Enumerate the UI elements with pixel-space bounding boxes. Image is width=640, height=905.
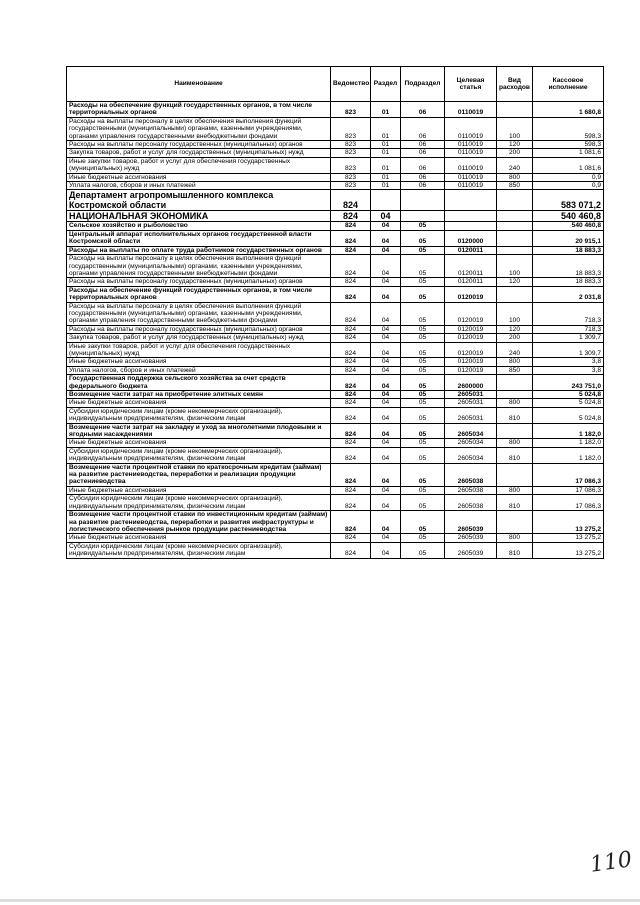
row-podrazdel: 05 [401, 495, 445, 511]
row-name: Иные закупки товаров, работ и услуг для обеспечения государственных (муниципальных) нужд [67, 342, 331, 358]
table-row [67, 255, 604, 278]
row-vedomstvo: 824 [331, 407, 371, 423]
row-podrazdel: 05 [401, 534, 445, 542]
row-name: Возмещение части процентной ставки по инвестиционным кредитам (займам) на развитие растениеводства, переработки и развития инфраструктуры и логистического обеспечения рынков продукции растениеводства [67, 511, 331, 534]
row-podrazdel: 05 [401, 399, 445, 407]
row-vedomstvo: 824 [331, 286, 371, 302]
row-name: НАЦИОНАЛЬНАЯ ЭКОНОМИКА [67, 211, 331, 222]
row-expense-type: 850 [497, 366, 533, 374]
row-name: Сельское хозяйство и рыболовство [67, 222, 331, 230]
row-name: Государственная поддержка сельского хозяйства за счет средств федерального бюджета [67, 375, 331, 391]
row-expense-type: 240 [497, 157, 533, 173]
row-target: 0120019 [445, 366, 497, 374]
row-vedomstvo: 823 [331, 157, 371, 173]
row-cash: 5 024,8 [533, 399, 604, 407]
table-row [67, 375, 604, 391]
row-vedomstvo: 823 [331, 117, 371, 140]
row-vedomstvo: 823 [331, 173, 371, 181]
row-expense-type: 800 [497, 486, 533, 494]
row-cash: 1 182,0 [533, 447, 604, 463]
row-target: 0110019 [445, 141, 497, 149]
table-row [67, 246, 604, 254]
row-name: Расходы на выплаты персоналу в целях обеспечения выполнения функций государственными (муниципальными) органами, казенными учреждениями, органами управления государственными внебюджетными фондами [67, 117, 331, 140]
row-podrazdel: 06 [401, 117, 445, 140]
row-razdel: 04 [371, 230, 401, 246]
table-row [67, 222, 604, 230]
table-row [67, 423, 604, 439]
row-expense-type: 200 [497, 149, 533, 157]
row-target: 2605034 [445, 447, 497, 463]
row-razdel: 04 [371, 286, 401, 302]
row-vedomstvo: 824 [331, 423, 371, 439]
row-razdel: 04 [371, 423, 401, 439]
row-target: 0110019 [445, 117, 497, 140]
row-vedomstvo: 824 [331, 463, 371, 486]
row-podrazdel: 05 [401, 511, 445, 534]
table-row [67, 211, 604, 222]
header-expense-type: Вид расходов [497, 67, 533, 102]
row-podrazdel: 06 [401, 182, 445, 190]
row-razdel: 04 [371, 325, 401, 333]
row-target: 0120019 [445, 286, 497, 302]
row-vedomstvo: 824 [331, 222, 371, 230]
row-expense-type [497, 423, 533, 439]
table-row [67, 286, 604, 302]
row-target: 0120019 [445, 342, 497, 358]
row-podrazdel [401, 211, 445, 222]
table-row [67, 463, 604, 486]
header-razdel: Раздел [371, 67, 401, 102]
table-row [67, 486, 604, 494]
row-vedomstvo: 824 [331, 511, 371, 534]
row-name: Возмещение части затрат на закладку и уход за многолетними плодовыми и ягодными насаждениями [67, 423, 331, 439]
row-vedomstvo: 824 [331, 486, 371, 494]
row-target: 2605031 [445, 407, 497, 423]
row-vedomstvo: 824 [331, 542, 371, 558]
row-target: 0110019 [445, 157, 497, 173]
row-vedomstvo: 824 [331, 366, 371, 374]
row-target: 0120011 [445, 255, 497, 278]
row-razdel: 01 [371, 141, 401, 149]
row-expense-type [497, 190, 533, 211]
row-cash: 540 460,8 [533, 211, 604, 222]
row-target: 2605039 [445, 542, 497, 558]
table-body [67, 102, 604, 559]
row-razdel: 01 [371, 117, 401, 140]
row-podrazdel: 05 [401, 463, 445, 486]
row-vedomstvo: 824 [331, 278, 371, 286]
row-expense-type [497, 463, 533, 486]
row-vedomstvo: 824 [331, 399, 371, 407]
row-vedomstvo: 824 [331, 342, 371, 358]
row-expense-type [497, 102, 533, 118]
row-cash: 2 031,8 [533, 286, 604, 302]
row-razdel: 04 [371, 463, 401, 486]
row-target: 2605031 [445, 399, 497, 407]
row-podrazdel: 05 [401, 302, 445, 325]
header-cash: Кассовое исполнение [533, 67, 604, 102]
row-razdel: 04 [371, 211, 401, 222]
row-name: Расходы на выплаты персоналу государственных (муниципальных) органов [67, 325, 331, 333]
row-podrazdel: 05 [401, 542, 445, 558]
row-cash: 18 883,3 [533, 255, 604, 278]
row-expense-type: 810 [497, 407, 533, 423]
table-header-row [67, 67, 604, 102]
row-expense-type [497, 246, 533, 254]
row-name: Иные бюджетные ассигнования [67, 399, 331, 407]
row-podrazdel: 06 [401, 149, 445, 157]
row-cash: 598,3 [533, 117, 604, 140]
row-name: Расходы на выплаты персоналу в целях обеспечения выполнения функций государственными (муниципальными) органами, казенными учреждениями, органами управления государственными внебюджетными фондами [67, 302, 331, 325]
row-target: 0120019 [445, 325, 497, 333]
handwritten-page-number: 110 [588, 847, 634, 878]
row-target: 2600000 [445, 375, 497, 391]
table-row [67, 358, 604, 366]
row-razdel: 04 [371, 542, 401, 558]
row-target: 0120019 [445, 302, 497, 325]
row-vedomstvo: 824 [331, 447, 371, 463]
row-target: 0110019 [445, 173, 497, 181]
row-podrazdel: 06 [401, 102, 445, 118]
header-vedomstvo: Ведомство [331, 67, 371, 102]
row-razdel: 04 [371, 255, 401, 278]
row-podrazdel: 05 [401, 358, 445, 366]
row-cash: 13 275,2 [533, 534, 604, 542]
row-cash: 0,9 [533, 173, 604, 181]
row-cash: 20 915,1 [533, 230, 604, 246]
row-name: Иные бюджетные ассигнования [67, 173, 331, 181]
row-razdel: 04 [371, 447, 401, 463]
row-cash: 1 081,6 [533, 157, 604, 173]
row-target: 0120019 [445, 334, 497, 342]
row-razdel: 04 [371, 375, 401, 391]
row-expense-type [497, 211, 533, 222]
row-podrazdel: 05 [401, 407, 445, 423]
row-name: Субсидии юридическим лицам (кроме некоммерческих организаций), индивидуальным предпринимателям, физическим лицам [67, 407, 331, 423]
row-razdel: 04 [371, 407, 401, 423]
row-target: 0120011 [445, 246, 497, 254]
row-name: Иные бюджетные ассигнования [67, 486, 331, 494]
table-row [67, 407, 604, 423]
row-vedomstvo: 823 [331, 141, 371, 149]
row-target: 0110019 [445, 102, 497, 118]
table-row [67, 542, 604, 558]
row-expense-type: 100 [497, 117, 533, 140]
row-cash: 1 182,0 [533, 439, 604, 447]
row-podrazdel: 05 [401, 230, 445, 246]
row-name: Иные закупки товаров, работ и услуг для обеспечения государственных (муниципальных) нужд [67, 157, 331, 173]
table-row [67, 230, 604, 246]
row-expense-type: 100 [497, 255, 533, 278]
table-row [67, 182, 604, 190]
row-vedomstvo: 824 [331, 230, 371, 246]
row-target: 0110019 [445, 149, 497, 157]
row-expense-type [497, 375, 533, 391]
row-podrazdel: 06 [401, 141, 445, 149]
row-target: 0120000 [445, 230, 497, 246]
row-vedomstvo: 824 [331, 190, 371, 211]
row-target [445, 211, 497, 222]
row-name: Иные бюджетные ассигнования [67, 439, 331, 447]
row-name: Департамент агропромышленного комплекса Костромской области [67, 190, 331, 211]
row-target: 2605031 [445, 391, 497, 399]
row-name: Возмещение части процентной ставки по краткосрочным кредитам (займам) на развитие растениеводства, переработки и реализации продукции растениеводства [67, 463, 331, 486]
row-name: Уплата налогов, сборов и иных платежей [67, 182, 331, 190]
row-razdel: 01 [371, 182, 401, 190]
budget-table [66, 66, 604, 559]
table-row [67, 325, 604, 333]
table-row [67, 190, 604, 211]
row-name: Расходы на выплаты персоналу государственных (муниципальных) органов [67, 278, 331, 286]
header-name: Наименование [67, 67, 331, 102]
row-expense-type [497, 222, 533, 230]
table-row [67, 334, 604, 342]
row-expense-type: 100 [497, 302, 533, 325]
row-expense-type: 810 [497, 542, 533, 558]
row-name: Иные бюджетные ассигнования [67, 534, 331, 542]
row-vedomstvo: 824 [331, 334, 371, 342]
row-vedomstvo: 824 [331, 495, 371, 511]
row-cash: 1 081,6 [533, 149, 604, 157]
table-row [67, 302, 604, 325]
row-cash: 598,3 [533, 141, 604, 149]
table-row [67, 391, 604, 399]
row-expense-type: 800 [497, 173, 533, 181]
table-row [67, 117, 604, 140]
row-name: Уплата налогов, сборов и иных платежей [67, 366, 331, 374]
row-razdel: 04 [371, 511, 401, 534]
row-name: Закупка товаров, работ и услуг для государственных (муниципальных) нужд [67, 149, 331, 157]
row-razdel: 04 [371, 495, 401, 511]
header-podrazdel: Подраздел [401, 67, 445, 102]
row-razdel: 04 [371, 391, 401, 399]
page-bottom-edge [0, 899, 640, 902]
row-razdel: 04 [371, 278, 401, 286]
table-row [67, 157, 604, 173]
row-expense-type [497, 511, 533, 534]
row-razdel [371, 190, 401, 211]
row-vedomstvo: 824 [331, 325, 371, 333]
table-row [67, 278, 604, 286]
row-vedomstvo: 824 [331, 391, 371, 399]
row-razdel: 04 [371, 358, 401, 366]
row-cash: 17 086,3 [533, 486, 604, 494]
row-expense-type [497, 286, 533, 302]
row-name: Иные бюджетные ассигнования [67, 358, 331, 366]
row-podrazdel: 05 [401, 255, 445, 278]
row-podrazdel: 05 [401, 334, 445, 342]
row-razdel: 04 [371, 334, 401, 342]
row-cash: 0,9 [533, 182, 604, 190]
row-cash: 17 086,3 [533, 463, 604, 486]
row-expense-type: 850 [497, 182, 533, 190]
row-target: 2605038 [445, 495, 497, 511]
row-cash: 1 309,7 [533, 342, 604, 358]
row-target: 2605034 [445, 423, 497, 439]
table-row [67, 149, 604, 157]
row-cash: 540 460,8 [533, 222, 604, 230]
row-podrazdel: 05 [401, 325, 445, 333]
row-cash: 718,3 [533, 302, 604, 325]
row-razdel: 04 [371, 366, 401, 374]
row-razdel: 04 [371, 246, 401, 254]
row-target: 0120019 [445, 358, 497, 366]
row-vedomstvo: 824 [331, 246, 371, 254]
table-row [67, 366, 604, 374]
row-expense-type [497, 391, 533, 399]
row-expense-type: 200 [497, 334, 533, 342]
row-razdel: 01 [371, 173, 401, 181]
row-vedomstvo: 824 [331, 302, 371, 325]
row-name: Расходы на обеспечение функций государственных органов, в том числе территориальных органов [67, 102, 331, 118]
table-row [67, 173, 604, 181]
row-vedomstvo: 824 [331, 375, 371, 391]
row-vedomstvo: 824 [331, 211, 371, 222]
row-vedomstvo: 823 [331, 149, 371, 157]
row-podrazdel: 05 [401, 447, 445, 463]
row-target: 2605038 [445, 463, 497, 486]
row-razdel: 01 [371, 157, 401, 173]
row-name: Возмещение части затрат на приобретение элитных семян [67, 391, 331, 399]
row-podrazdel: 05 [401, 375, 445, 391]
row-expense-type: 800 [497, 439, 533, 447]
row-expense-type: 120 [497, 141, 533, 149]
row-podrazdel: 05 [401, 486, 445, 494]
row-vedomstvo: 824 [331, 255, 371, 278]
row-expense-type: 800 [497, 358, 533, 366]
row-razdel: 04 [371, 342, 401, 358]
row-target [445, 190, 497, 211]
row-expense-type: 120 [497, 278, 533, 286]
table-row [67, 102, 604, 118]
row-name: Субсидии юридическим лицам (кроме некоммерческих организаций), индивидуальным предпринимателям, физическим лицам [67, 542, 331, 558]
row-name: Субсидии юридическим лицам (кроме некоммерческих организаций), индивидуальным предпринимателям, физическим лицам [67, 447, 331, 463]
table-row [67, 495, 604, 511]
row-name: Расходы на выплаты персоналу в целях обеспечения выполнения функций государственными (муниципальными) органами, казенными учреждениями, органами управления государственными внебюджетными фондами [67, 255, 331, 278]
row-expense-type: 120 [497, 325, 533, 333]
row-cash: 1 680,8 [533, 102, 604, 118]
row-cash: 583 071,2 [533, 190, 604, 211]
row-name: Расходы на выплаты персоналу государственных (муниципальных) органов [67, 141, 331, 149]
row-cash: 3,8 [533, 358, 604, 366]
row-target: 0110019 [445, 182, 497, 190]
row-podrazdel: 05 [401, 246, 445, 254]
row-name: Расходы на выплаты по оплате труда работников государственных органов [67, 246, 331, 254]
row-razdel: 04 [371, 439, 401, 447]
row-cash: 3,8 [533, 366, 604, 374]
row-name: Расходы на обеспечение функций государственных органов, в том числе территориальных органов [67, 286, 331, 302]
table-row [67, 342, 604, 358]
row-razdel: 01 [371, 149, 401, 157]
row-expense-type: 800 [497, 399, 533, 407]
row-cash: 1 309,7 [533, 334, 604, 342]
row-cash: 243 751,0 [533, 375, 604, 391]
row-podrazdel: 05 [401, 391, 445, 399]
row-podrazdel: 06 [401, 173, 445, 181]
row-expense-type [497, 230, 533, 246]
row-expense-type: 240 [497, 342, 533, 358]
row-cash: 18 883,3 [533, 278, 604, 286]
row-target: 2605034 [445, 439, 497, 447]
table-row [67, 439, 604, 447]
row-target: 2605039 [445, 511, 497, 534]
row-cash: 13 275,2 [533, 542, 604, 558]
row-target: 0120011 [445, 278, 497, 286]
row-vedomstvo: 823 [331, 102, 371, 118]
row-vedomstvo: 824 [331, 358, 371, 366]
row-podrazdel: 05 [401, 366, 445, 374]
row-podrazdel: 05 [401, 222, 445, 230]
table-row [67, 447, 604, 463]
row-target [445, 222, 497, 230]
row-cash: 5 024,8 [533, 407, 604, 423]
header-target: Целевая статья [445, 67, 497, 102]
table-row [67, 511, 604, 534]
row-podrazdel: 05 [401, 342, 445, 358]
row-podrazdel: 05 [401, 439, 445, 447]
row-expense-type: 810 [497, 495, 533, 511]
row-podrazdel: 05 [401, 278, 445, 286]
row-vedomstvo: 823 [331, 182, 371, 190]
row-vedomstvo: 824 [331, 439, 371, 447]
row-podrazdel: 05 [401, 423, 445, 439]
row-razdel: 04 [371, 302, 401, 325]
row-vedomstvo: 824 [331, 534, 371, 542]
row-cash: 5 024,8 [533, 391, 604, 399]
row-name: Центральный аппарат исполнительных органов государственной власти Костромской области [67, 230, 331, 246]
row-razdel: 04 [371, 399, 401, 407]
row-target: 2605039 [445, 534, 497, 542]
row-cash: 13 275,2 [533, 511, 604, 534]
row-expense-type: 800 [497, 534, 533, 542]
row-podrazdel: 06 [401, 157, 445, 173]
row-cash: 1 182,0 [533, 423, 604, 439]
row-name: Закупка товаров, работ и услуг для государственных (муниципальных) нужд [67, 334, 331, 342]
row-cash: 18 883,3 [533, 246, 604, 254]
row-podrazdel [401, 190, 445, 211]
row-razdel: 01 [371, 102, 401, 118]
table-row [67, 534, 604, 542]
table-row [67, 399, 604, 407]
row-razdel: 04 [371, 222, 401, 230]
row-podrazdel: 05 [401, 286, 445, 302]
row-target: 2605038 [445, 486, 497, 494]
row-cash: 17 086,3 [533, 495, 604, 511]
row-cash: 718,3 [533, 325, 604, 333]
row-name: Субсидии юридическим лицам (кроме некоммерческих организаций), индивидуальным предпринимателям, физическим лицам [67, 495, 331, 511]
row-expense-type: 810 [497, 447, 533, 463]
row-razdel: 04 [371, 486, 401, 494]
row-razdel: 04 [371, 534, 401, 542]
table-row [67, 141, 604, 149]
